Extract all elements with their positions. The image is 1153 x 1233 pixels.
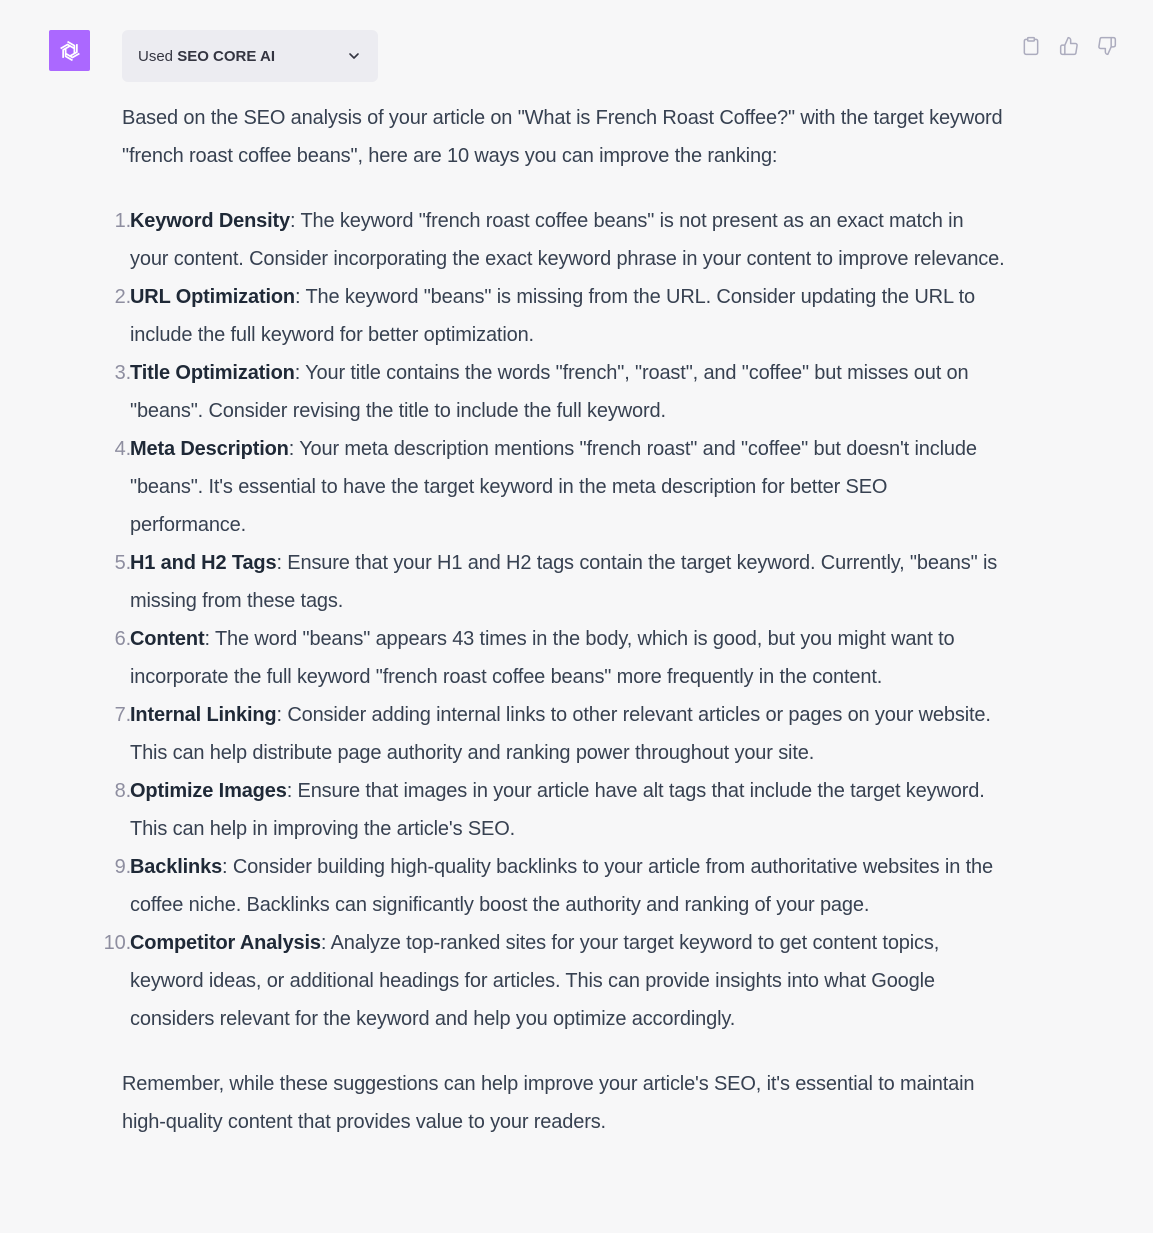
list-item-text: : Ensure that images in your article have alt tags that include the target keyword. This can help in improving the article's SEO. bbox=[130, 780, 985, 840]
message-actions bbox=[1018, 33, 1120, 59]
list-item-title: Competitor Analysis bbox=[130, 932, 321, 954]
list-item-text: : Consider building high-quality backlinks to your article from authoritative websites in the coffee niche. Backlinks can significantly boost the authority and ranking of your page. bbox=[130, 856, 993, 916]
list-item-text: : Your title contains the words "french", "roast", and "coffee" but misses out on "beans". Consider revising the title to include the full keyword. bbox=[130, 362, 969, 422]
list-item-text: : Analyze top-ranked sites for your target keyword to get content topics, keyword ideas, or additional headings for articles. This can provide insights into what Google considers relevant for the keyword and help you optimize accordingly. bbox=[130, 932, 940, 1030]
thumbs-up-button[interactable] bbox=[1056, 33, 1082, 59]
list-item-number: 10. bbox=[103, 932, 131, 954]
openai-logo-icon bbox=[55, 36, 85, 66]
list-item-text: : The word "beans" appears 43 times in the body, which is good, but you might want to incorporate the full keyword "french roast coffee beans" more frequently in the content. bbox=[130, 628, 955, 688]
thumbs-up-icon bbox=[1059, 36, 1079, 56]
list-item-number: 7. bbox=[114, 704, 131, 726]
list-item-title: Keyword Density bbox=[130, 210, 291, 232]
list-item-title: Meta Description bbox=[130, 438, 289, 460]
list-item-title: Title Optimization bbox=[130, 362, 295, 384]
list-item-text: : The keyword "french roast coffee beans" is not present as an exact match in your content. Consider incorporating the exact keyword phrase in your content to improve relevance. bbox=[130, 210, 1005, 270]
list-item bbox=[114, 620, 1007, 696]
tips-list bbox=[103, 202, 1007, 1038]
list-item bbox=[114, 354, 1007, 430]
list-item bbox=[114, 430, 1007, 544]
list-item-number: 2. bbox=[114, 286, 131, 308]
list-item-number: 5. bbox=[114, 552, 131, 574]
thumbs-down-button[interactable] bbox=[1094, 33, 1120, 59]
list-item-number: 8. bbox=[114, 780, 131, 802]
list-item bbox=[114, 544, 1007, 620]
list-item bbox=[114, 202, 1007, 278]
assistant-avatar bbox=[49, 30, 90, 71]
list-item-title: Backlinks bbox=[130, 856, 223, 878]
plugin-used-dropdown[interactable] bbox=[122, 30, 378, 82]
plugin-used-label: Used SEO CORE AI bbox=[138, 47, 275, 65]
list-item-number: 1. bbox=[114, 210, 131, 232]
message-intro: Based on the SEO analysis of your article on "What is French Roast Coffee?" with the target keyword "french roast coffee beans", here are 10 ways you can improve the ranking: bbox=[122, 107, 1003, 167]
list-item-text: : Consider adding internal links to other relevant articles or pages on your website. This can help distribute page authority and ranking power throughout your site. bbox=[130, 704, 991, 764]
message-outro: Remember, while these suggestions can help improve your article's SEO, it's essential to maintain high-quality content that provides value to your readers. bbox=[122, 1073, 975, 1133]
list-item-number: 4. bbox=[114, 438, 131, 460]
list-item bbox=[103, 924, 1007, 1038]
list-item-title: Internal Linking bbox=[130, 704, 277, 726]
list-item-text: : Your meta description mentions "french roast" and "coffee" but doesn't include "beans". It's essential to have the target keyword in the meta description for better SEO performance. bbox=[130, 438, 977, 536]
list-item-text: : Ensure that your H1 and H2 tags contain the target keyword. Currently, "beans" is missing from these tags. bbox=[130, 552, 998, 612]
assistant-message bbox=[103, 99, 1007, 1141]
clipboard-icon bbox=[1021, 36, 1041, 56]
list-item bbox=[114, 278, 1007, 354]
list-item-number: 9. bbox=[114, 856, 131, 878]
list-item-number: 6. bbox=[114, 628, 131, 650]
chevron-down-icon bbox=[346, 48, 362, 64]
list-item-text: : The keyword "beans" is missing from the URL. Consider updating the URL to include the full keyword for better optimization. bbox=[130, 286, 975, 346]
plugin-name: SEO CORE AI bbox=[177, 47, 275, 65]
list-item-title: URL Optimization bbox=[130, 286, 296, 308]
thumbs-down-icon bbox=[1097, 36, 1117, 56]
list-item bbox=[114, 772, 1007, 848]
list-item-title: H1 and H2 Tags bbox=[130, 552, 277, 574]
list-item bbox=[114, 696, 1007, 772]
copy-button[interactable] bbox=[1018, 33, 1044, 59]
list-item-title: Optimize Images bbox=[130, 780, 287, 802]
list-item bbox=[114, 848, 1007, 924]
list-item-number: 3. bbox=[114, 362, 131, 384]
list-item-title: Content bbox=[130, 628, 205, 650]
